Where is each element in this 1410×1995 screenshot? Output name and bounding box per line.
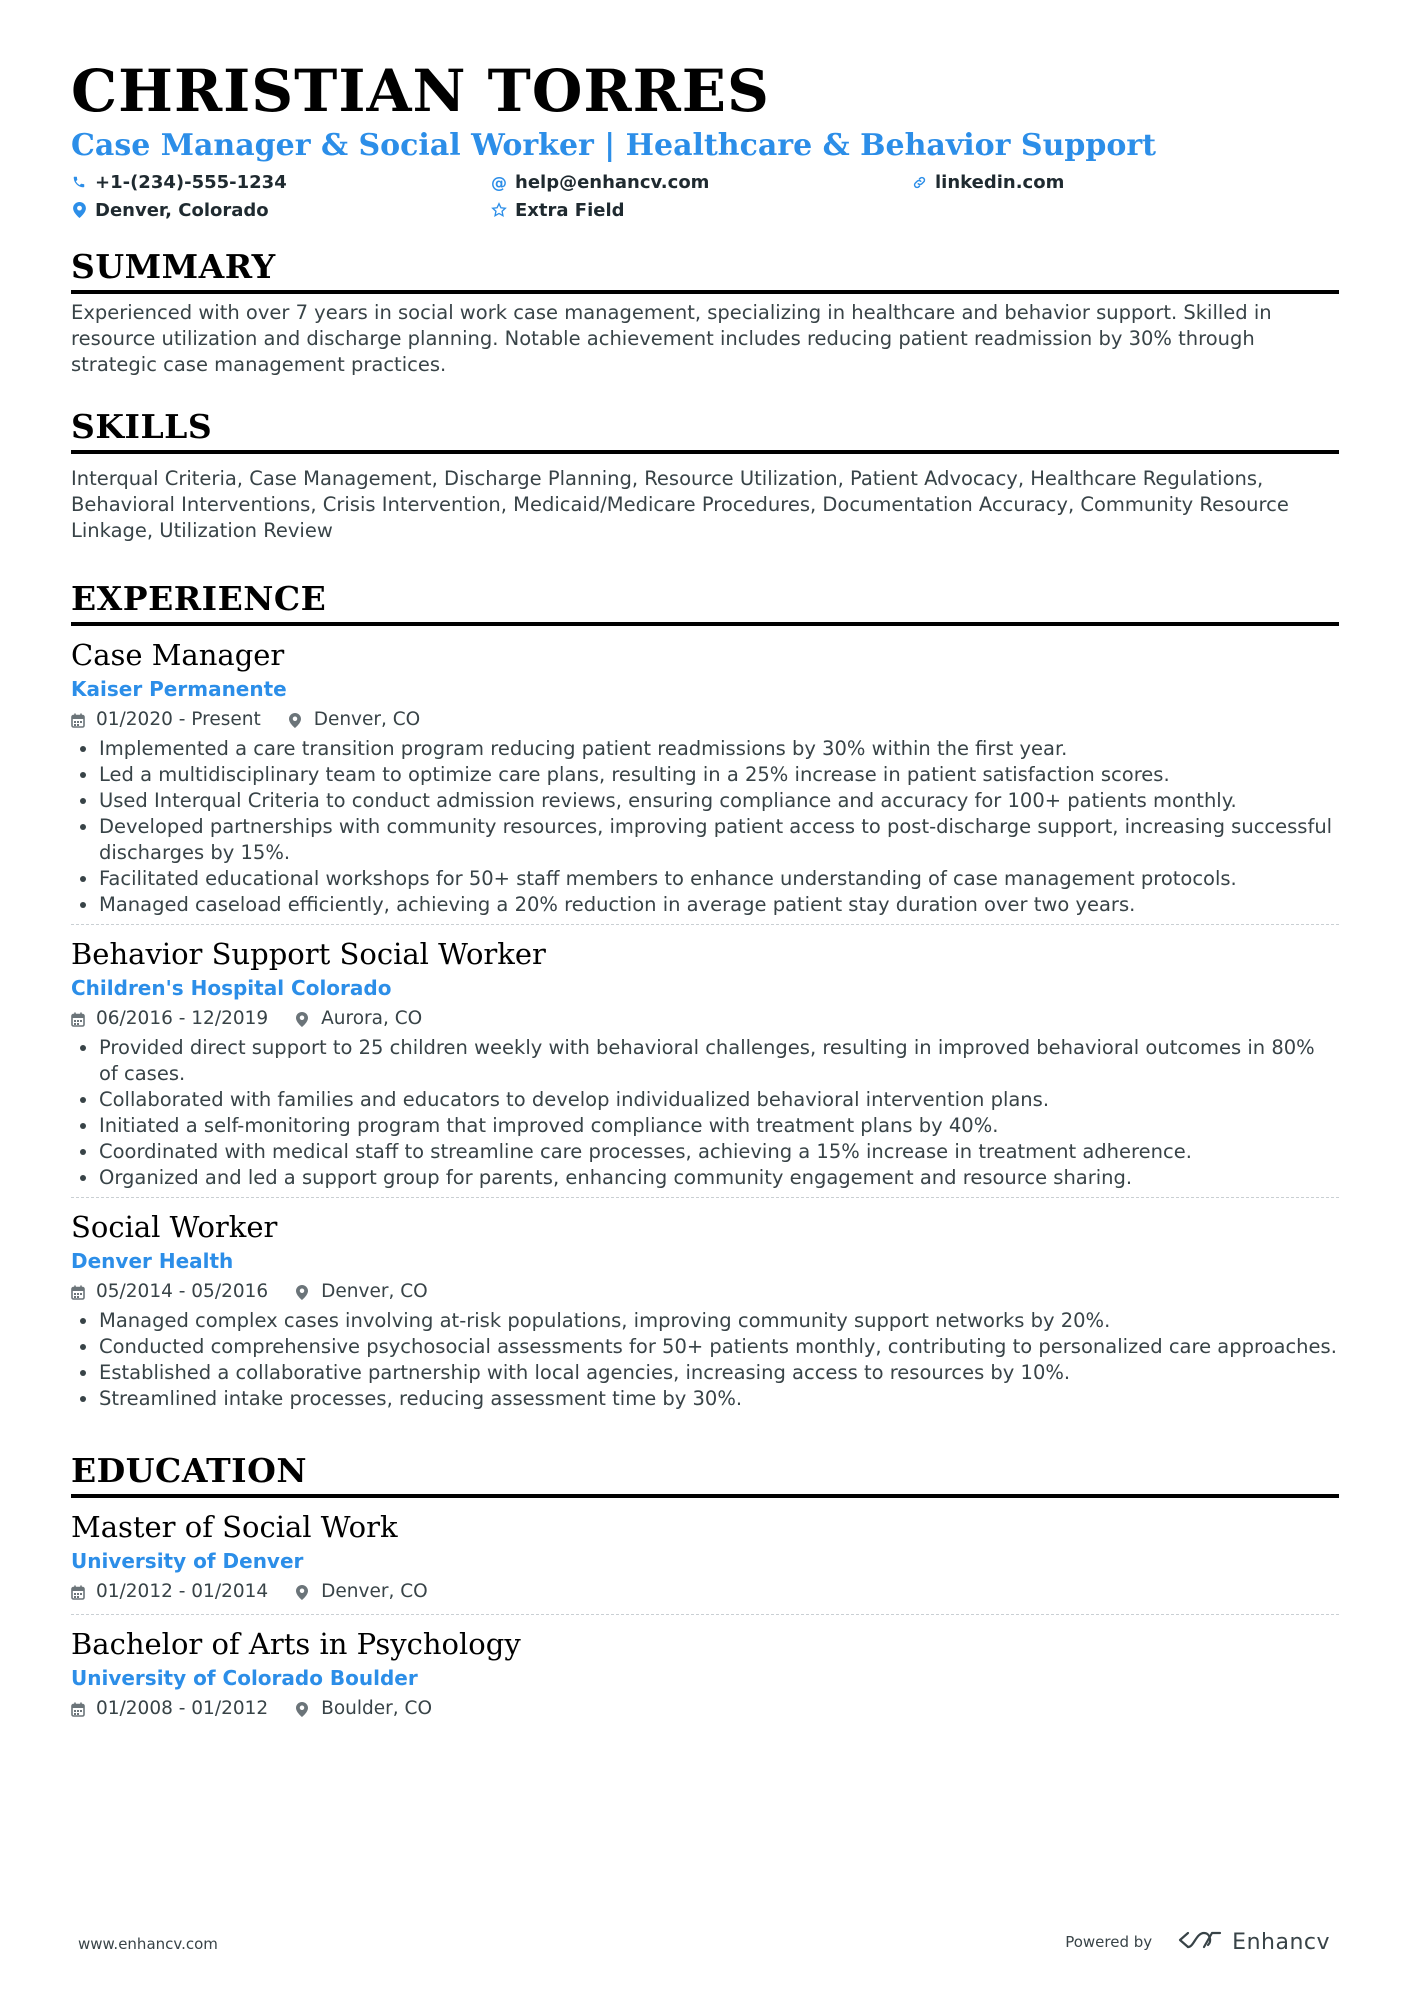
- job-title: Behavior Support Social Worker: [71, 937, 546, 971]
- phone-text: +1-(234)-555-1234: [95, 171, 287, 193]
- experience-list: [71, 636, 1339, 1418]
- entry-dates: 05/2014 - 05/2016: [96, 1281, 269, 1302]
- location-text: Denver, Colorado: [95, 199, 269, 221]
- candidate-name: CHRISTIAN TORRES: [71, 57, 770, 125]
- company-name[interactable]: Kaiser Permanente: [71, 677, 287, 701]
- bullet-list: [71, 1035, 1339, 1191]
- experience-title: EXPERIENCE: [71, 578, 1339, 626]
- at-icon: @: [491, 172, 507, 192]
- summary-title: SUMMARY: [71, 246, 1339, 294]
- location-pin-icon: [289, 712, 305, 728]
- entry-location: Aurora, CO: [321, 1008, 423, 1029]
- entry-dates: 01/2012 - 01/2014: [96, 1581, 269, 1602]
- calendar-icon: [71, 1284, 87, 1300]
- footer: [0, 1925, 1410, 1965]
- entry-meta: [71, 1693, 1339, 1725]
- education-title: EDUCATION: [71, 1450, 1339, 1498]
- experience-section: [71, 578, 1339, 1418]
- education-list: [71, 1508, 1339, 1731]
- link-icon: [911, 174, 927, 190]
- contact-email[interactable]: [491, 170, 911, 194]
- calendar-icon: [71, 1701, 87, 1717]
- location-pin-icon: [296, 1011, 312, 1027]
- bullet-item: • Streamlined intake processes, reducing assessment time by 30%.: [99, 1386, 1339, 1412]
- entry-meta: [71, 1276, 1339, 1308]
- experience-entry: [71, 935, 1339, 1198]
- bullet-item: • Used Interqual Criteria to conduct admission reviews, ensuring compliance and accuracy for 100+ patients monthly.: [99, 788, 1339, 814]
- location-pin-icon: [71, 202, 87, 218]
- bullet-item: • Provided direct support to 25 children weekly with behavioral challenges, resulting in improved behavioral outcomes in 80% of cases.: [99, 1035, 1339, 1087]
- contact-location: [71, 198, 491, 222]
- footer-website[interactable]: www.enhancv.com: [78, 1935, 218, 1953]
- bullet-item: • Conducted comprehensive psychosocial assessments for 50+ patients monthly, contributing to personalized care approaches.: [99, 1334, 1339, 1360]
- star-icon: [491, 202, 507, 218]
- education-section: [71, 1450, 1339, 1731]
- calendar-icon: [71, 1011, 87, 1027]
- location-pin-icon: [296, 1584, 312, 1600]
- summary-section: [71, 246, 1339, 378]
- entry-meta: [71, 1576, 1339, 1608]
- school-name[interactable]: University of Denver: [71, 1549, 304, 1573]
- bullet-item: • Collaborated with families and educators to develop individualized behavioral intervention plans.: [99, 1087, 1339, 1113]
- education-entry: [71, 1508, 1339, 1615]
- job-title: Case Manager: [71, 638, 285, 672]
- entry-location: Denver, CO: [321, 1581, 428, 1602]
- company-name[interactable]: Denver Health: [71, 1249, 234, 1273]
- bullet-item: • Led a multidisciplinary team to optimize care plans, resulting in a 25% increase in patient satisfaction scores.: [99, 762, 1339, 788]
- bullet-item: • Initiated a self-monitoring program that improved compliance with treatment plans by 40%.: [99, 1113, 1339, 1139]
- degree-title: Master of Social Work: [71, 1510, 398, 1544]
- company-name[interactable]: Children's Hospital Colorado: [71, 976, 392, 1000]
- bullet-item: • Coordinated with medical staff to streamline care processes, achieving a 15% increase in treatment adherence.: [99, 1139, 1339, 1165]
- calendar-icon: [71, 712, 87, 728]
- bullet-item: • Managed caseload efficiently, achieving a 20% reduction in average patient stay duration over two years.: [99, 892, 1339, 918]
- link-text: linkedin.com: [935, 171, 1065, 193]
- powered-by-text: Powered by: [1065, 1933, 1153, 1951]
- calendar-icon: [71, 1584, 87, 1600]
- job-title: Social Worker: [71, 1210, 278, 1244]
- entry-dates: 01/2020 - Present: [96, 709, 261, 730]
- entry-meta: [71, 1003, 1339, 1035]
- phone-icon: [71, 174, 87, 190]
- contact-extra: [491, 198, 911, 222]
- degree-title: Bachelor of Arts in Psychology: [71, 1627, 521, 1661]
- bullet-item: • Established a collaborative partnership with local agencies, increasing access to resources by 10%.: [99, 1360, 1339, 1386]
- bullet-item: • Implemented a care transition program reducing patient readmissions by 30% within the first year.: [99, 736, 1339, 762]
- summary-text: Experienced with over 7 years in social work case management, specializing in healthcare and behavior support. Skilled in resource utilization and discharge planning. Notable achievement includes reducing patient readmission by 30% through strategic case management practices.: [71, 301, 1272, 376]
- entry-location: Denver, CO: [321, 1281, 428, 1302]
- experience-entry: [71, 636, 1339, 925]
- footer-branding: [1065, 1929, 1330, 1955]
- bullet-item: • Facilitated educational workshops for 50+ staff members to enhance understanding of case management protocols.: [99, 866, 1339, 892]
- extra-text: Extra Field: [515, 199, 625, 221]
- entry-location: Denver, CO: [313, 709, 421, 730]
- location-pin-icon: [296, 1284, 312, 1300]
- bullet-list: [71, 736, 1339, 918]
- school-name[interactable]: University of Colorado Boulder: [71, 1666, 418, 1690]
- experience-entry: [71, 1208, 1339, 1418]
- skills-section: [71, 406, 1339, 544]
- bullet-list: [71, 1308, 1339, 1412]
- skills-text: Interqual Criteria, Case Management, Discharge Planning, Resource Utilization, Patient Advocacy, Healthcare Regulations, Behavioral Interventions, Crisis Intervention, Medicaid/Medicare Procedures, Documentation Accuracy, Community Resource Linkage, Utilization Review: [71, 467, 1289, 542]
- location-pin-icon: [296, 1701, 312, 1717]
- entry-meta: [71, 704, 1339, 736]
- entry-location: Boulder, CO: [321, 1698, 433, 1719]
- brand-name: Enhancv: [1232, 1929, 1330, 1955]
- headline: Case Manager & Social Worker | Healthcare & Behavior Support: [71, 128, 1157, 163]
- email-text: help@enhancv.com: [515, 171, 710, 193]
- entry-dates: 06/2016 - 12/2019: [96, 1008, 269, 1029]
- enhancv-logo-icon: [1178, 1929, 1222, 1955]
- bullet-item: • Organized and led a support group for parents, enhancing community engagement and resource sharing.: [99, 1165, 1339, 1191]
- bullet-item: • Managed complex cases involving at-risk populations, improving community support networks by 20%.: [99, 1308, 1339, 1334]
- education-entry: [71, 1625, 1339, 1731]
- entry-dates: 01/2008 - 01/2012: [96, 1698, 269, 1719]
- skills-title: SKILLS: [71, 406, 1339, 454]
- bullet-item: • Developed partnerships with community resources, improving patient access to post-discharge support, increasing successful discharges by 15%.: [99, 814, 1339, 866]
- contact-link[interactable]: [911, 170, 1331, 194]
- contact-phone[interactable]: [71, 170, 491, 194]
- contact-info: [71, 170, 1339, 222]
